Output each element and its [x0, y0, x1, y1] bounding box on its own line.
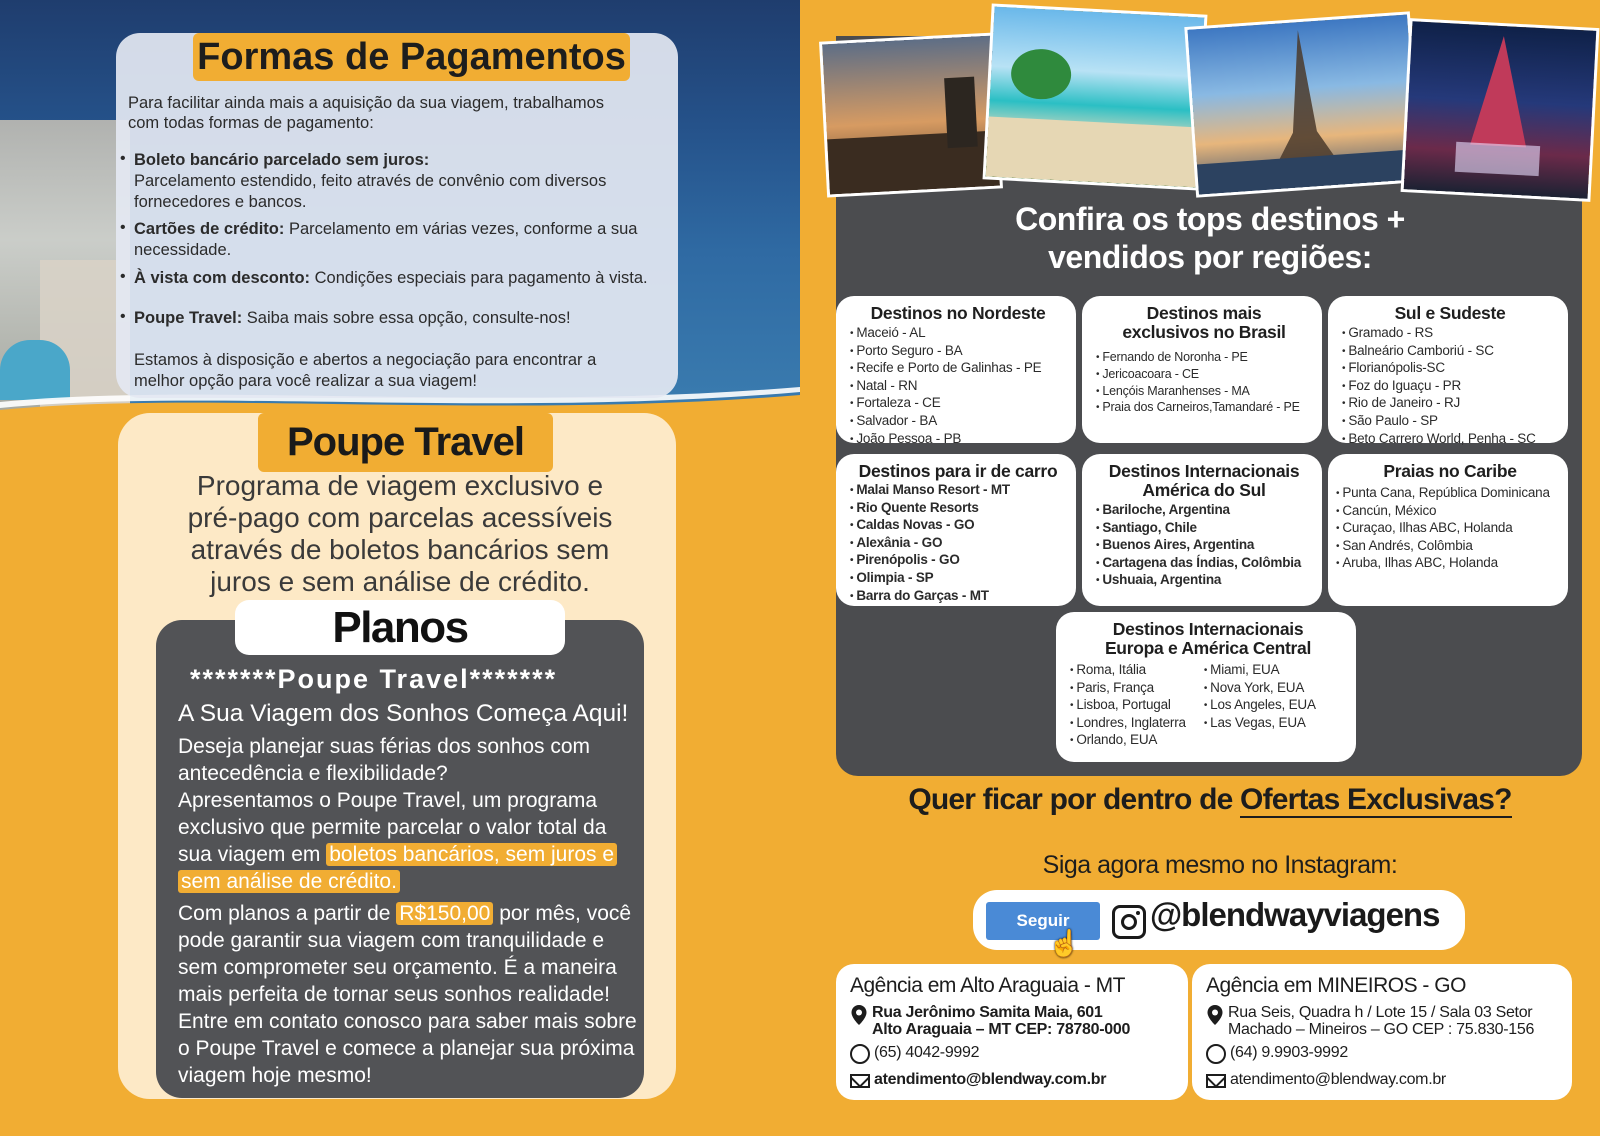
agency-email[interactable]: atendimento@blendway.com.br [1206, 1071, 1446, 1089]
list-item: • Buenos Aires, Argentina [1096, 537, 1312, 555]
card-carro [836, 454, 1076, 606]
card-nordeste [836, 296, 1076, 446]
list-item: • Las Vegas, EUA [1204, 715, 1316, 733]
poupe-travel-title: Poupe Travel [258, 413, 553, 472]
list-item: • Barra do Garças - MT [850, 588, 1066, 606]
cartao-line-1: Cartões de crédito: Parcelamento em várias vezes, conforme a sua [134, 220, 638, 238]
planos-p1-line-2: antecedência e flexibilidade? [178, 762, 448, 785]
list-item: • Punta Cana, República Dominicana [1336, 485, 1558, 503]
salvador-sunset-photo [822, 36, 1000, 195]
carro-title: Destinos para ir de carro [858, 461, 1058, 481]
list-item: • Florianópolis-SC [1342, 360, 1558, 378]
planos-p1-line-1: Deseja planejar suas férias dos sonhos com [178, 735, 591, 758]
payments-intro-line-1: Para facilitar ainda mais a aquisição da sua viagem, trabalhamos [128, 94, 605, 112]
list-item: • São Paulo - SP [1342, 413, 1558, 431]
vista-line: À vista com desconto: Condições especiais para pagamento à vista. [134, 269, 648, 287]
ofertas-link[interactable]: Ofertas Exclusivas? [1240, 783, 1512, 816]
highlight-credito: sem análise de crédito. [178, 870, 400, 893]
instagram-icon [1112, 905, 1146, 939]
tops-destinos-title: Confira os tops destinos + vendidos por regiões: [1015, 201, 1405, 275]
card-america-sul [1082, 454, 1322, 606]
highlight-price: R$150,00 [396, 902, 493, 925]
bullet-icon: • [120, 268, 126, 285]
hand-cursor-icon: ☝ [1048, 928, 1081, 958]
list-item: • Miami, EUA [1204, 662, 1316, 680]
bullet-icon: • [120, 219, 126, 236]
list-item: • Malai Manso Resort - MT [850, 482, 1066, 500]
list-item: • Gramado - RS [1342, 325, 1558, 343]
list-item: • Rio Quente Resorts [850, 500, 1066, 518]
mail-icon [850, 1074, 870, 1088]
america-sul-list [1096, 502, 1312, 590]
location-pin-icon [850, 1004, 868, 1026]
bullet-icon: • [120, 308, 126, 325]
planos-p4-line-3: viagem hoje mesmo! [178, 1064, 372, 1087]
list-item: • Los Angeles, EUA [1204, 697, 1316, 715]
list-item: • Nova York, EUA [1204, 680, 1316, 698]
list-item: • Recife e Porto de Galinhas - PE [850, 360, 1066, 378]
list-item: • Orlando, EUA [1070, 732, 1186, 750]
planos-p2-line-1: Apresentamos o Poupe Travel, um programa [178, 789, 598, 812]
caribe-title: Praias no Caribe [1383, 461, 1517, 481]
list-item: • Lençóis Maranhenses - MA [1096, 384, 1312, 401]
list-item: • Beto Carrero World, Penha - SC [1342, 431, 1558, 449]
planos-p4-line-2: o Poupe Travel e comece a planejar sua próxima [178, 1037, 635, 1060]
agency-phone[interactable]: (64) 9.9903-9992 [1206, 1044, 1348, 1064]
list-item: • Balneário Camboriú - SC [1342, 343, 1558, 361]
agency-phone[interactable]: (65) 4042-9992 [850, 1044, 979, 1064]
list-item: • Lisboa, Portugal [1070, 697, 1186, 715]
card-caribe [1328, 454, 1568, 606]
america-sul-title: Destinos Internacionais América do Sul [1108, 461, 1300, 500]
payments-title: Formas de Pagamentos [193, 33, 630, 81]
list-item: • Pirenópolis - GO [850, 552, 1066, 570]
nordeste-title: Destinos no Nordeste [870, 303, 1046, 323]
agency-title: Agência em Alto Araguaia - MT [850, 974, 1125, 997]
exclusivos-title: Destinos mais exclusivos no Brasil [1122, 303, 1286, 342]
card-exclusivos [1082, 296, 1322, 443]
list-item: • Jericoacoara - CE [1096, 367, 1312, 384]
agency-mineiros [1192, 964, 1572, 1100]
mail-icon [1206, 1074, 1226, 1088]
list-item: • Paris, França [1070, 680, 1186, 698]
list-item: • Natal - RN [850, 378, 1066, 396]
exclusivos-list [1096, 350, 1312, 417]
europa-list-col1 [1070, 662, 1186, 750]
seguir-button[interactable]: Seguir [986, 902, 1100, 940]
boleto-desc-1: Parcelamento estendido, feito através de convênio com diversos [134, 172, 607, 190]
planos-p2-line-4 [178, 870, 400, 894]
list-item: • Rio de Janeiro - RJ [1342, 395, 1558, 413]
beach-resort-photo [986, 7, 1205, 188]
cartao-desc-2: necessidade. [134, 241, 232, 259]
list-item: • Fernando de Noronha - PE [1096, 350, 1312, 367]
list-item: • Bariloche, Argentina [1096, 502, 1312, 520]
agency-address: Rua Jerônimo Samita Maia, 601 Alto Araguaia – MT CEP: 78780-000 [850, 1004, 1130, 1038]
planos-subheading: A Sua Viagem dos Sonhos Começa Aqui! [178, 700, 629, 727]
europa-columns [1070, 662, 1346, 750]
planos-p4-line-1: Entre em contato conosco para saber mais sobre [178, 1010, 637, 1033]
sul-title: Sul e Sudeste [1394, 303, 1506, 323]
agency-title: Agência em MINEIROS - GO [1206, 974, 1466, 997]
planos-p2-line-3: sua viagem em boletos bancários, sem juros e [178, 843, 617, 867]
payments-card [116, 33, 678, 398]
list-item: • Salvador - BA [850, 413, 1066, 431]
list-item: • João Pessoa - PB [850, 431, 1066, 449]
card-europa [1056, 612, 1356, 762]
europa-title: Destinos Internacionais Europa e América Central [1104, 619, 1312, 658]
boleto-label: Boleto bancário parcelado sem juros: [134, 151, 430, 169]
eiffel-tower-photo [1188, 15, 1419, 195]
europa-list-col2 [1204, 662, 1316, 750]
list-item: • Praia dos Carneiros,Tamandaré - PE [1096, 400, 1312, 417]
list-item: • Alexânia - GO [850, 535, 1066, 553]
list-item: • Fortaleza - CE [850, 395, 1066, 413]
boleto-desc-2: fornecedores e bancos. [134, 193, 307, 211]
sul-list [1342, 325, 1558, 448]
list-item: • Curaçao, Ilhas ABC, Holanda [1336, 520, 1558, 538]
siga-instagram-text: Siga agora mesmo no Instagram: [1042, 851, 1398, 879]
list-item: • Olimpia - SP [850, 570, 1066, 588]
list-item: • Porto Seguro - BA [850, 343, 1066, 361]
list-item: • Londres, Inglaterra [1070, 715, 1186, 733]
planos-p3-line-2: pode garantir sua viagem com tranquilidade e [178, 929, 605, 952]
nordeste-list [850, 325, 1066, 448]
whatsapp-icon [850, 1044, 870, 1064]
list-item: • Foz do Iguaçu - PR [1342, 378, 1558, 396]
planos-p3-line-4: mais perfeita de tornar seus sonhos realidade! [178, 983, 610, 1006]
list-item: • San Andrés, Colômbia [1336, 538, 1558, 556]
planos-heading: *******Poupe Travel******* [190, 664, 558, 694]
cathedral-photo [1404, 21, 1597, 198]
poupe-option-line: Poupe Travel: Saiba mais sobre essa opção, consulte-nos! [134, 309, 571, 327]
list-item: • Cartagena das Índias, Colômbia [1096, 555, 1312, 573]
poupe-travel-description: Programa de viagem exclusivo e pré-pago com parcelas acessíveis através de boletos bancários sem juros e sem análise de crédito. [187, 470, 613, 597]
payments-closing-2: melhor opção para você realizar a sua viagem! [134, 372, 478, 390]
agency-alto-araguaia [836, 964, 1188, 1100]
agency-address: Rua Seis, Quadra h / Lote 15 / Sala 03 Setor Machado – Mineiros – GO CEP : 75.830-156 [1206, 1004, 1534, 1038]
list-item: • Santiago, Chile [1096, 520, 1312, 538]
list-item: • Maceió - AL [850, 325, 1066, 343]
bullet-icon: • [120, 150, 126, 167]
carro-list [850, 482, 1066, 605]
list-item: • Cancún, México [1336, 503, 1558, 521]
list-item: • Aruba, Ilhas ABC, Holanda [1336, 555, 1558, 573]
highlight-boletos: boletos bancários, sem juros e [326, 843, 617, 866]
planos-p3-line-1: Com planos a partir de R$150,00 por mês, você [178, 902, 632, 925]
list-item: • Ushuaia, Argentina [1096, 572, 1312, 590]
ofertas-heading: Quer ficar por dentro de Ofertas Exclusivas? [908, 783, 1512, 816]
instagram-handle[interactable]: @blendwayviagens [1150, 896, 1440, 933]
planos-p3-line-3: sem comprometer seu orçamento. É a maneira [178, 956, 617, 979]
caribe-list [1336, 485, 1558, 573]
list-item: • Roma, Itália [1070, 662, 1186, 680]
payments-intro-line-2: com todas formas de pagamento: [128, 114, 374, 132]
card-sul-sudeste [1328, 296, 1568, 446]
planos-tab: Planos [235, 600, 565, 655]
location-pin-icon [1206, 1004, 1224, 1026]
payments-closing-1: Estamos à disposição e abertos a negociação para encontrar a [134, 351, 597, 369]
planos-p2-line-2: exclusivo que permite parcelar o valor total da [178, 816, 607, 839]
agency-email[interactable]: atendimento@blendway.com.br [850, 1071, 1106, 1088]
whatsapp-icon [1206, 1044, 1226, 1064]
list-item: • Caldas Novas - GO [850, 517, 1066, 535]
